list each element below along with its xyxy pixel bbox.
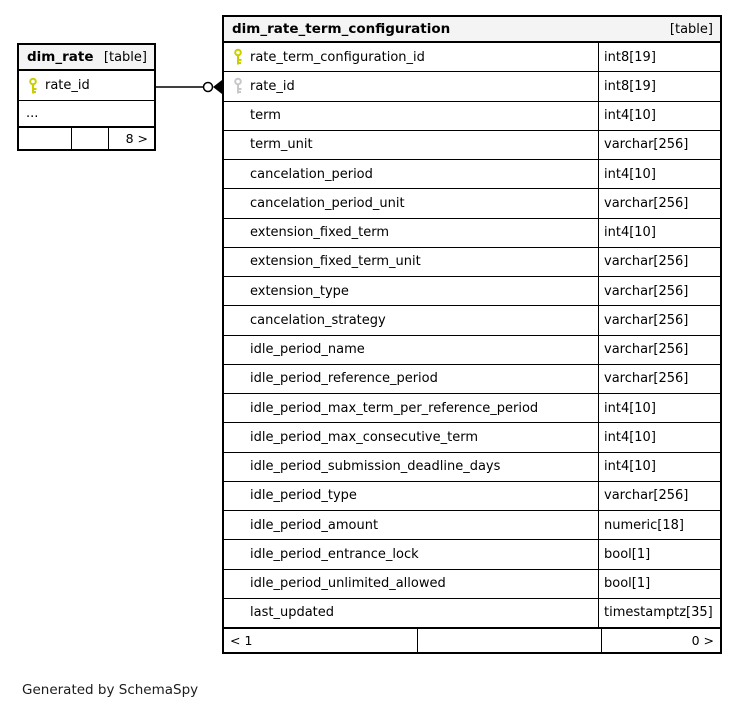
column-type: varchar[256] (598, 365, 720, 393)
column-name: extension_fixed_term (250, 225, 389, 241)
column-name: idle_period_max_consecutive_term (250, 429, 478, 445)
table-row (224, 539, 720, 568)
column-type: bool[1] (598, 570, 720, 598)
column-type: timestamptz[35] (598, 599, 720, 627)
column-type: int4[10] (598, 453, 720, 481)
column-name-cell (224, 72, 598, 100)
column-name-cell (19, 71, 154, 100)
table-row (224, 598, 720, 627)
dim-rate-title[interactable]: dim_rate (27, 49, 94, 65)
primary-key-icon (233, 49, 243, 66)
footer-cell-left (19, 128, 71, 149)
degree-indicator-out: 0 > (601, 629, 720, 652)
primary-key-icon (28, 77, 38, 94)
column-name: last_updated (250, 605, 335, 621)
table-row (224, 364, 720, 393)
column-name: extension_type (250, 283, 349, 299)
column-name-cell (224, 277, 598, 305)
table-row (224, 247, 720, 276)
column-type: int4[10] (598, 102, 720, 130)
column-name: cancelation_strategy (250, 312, 386, 328)
table-row (224, 71, 720, 100)
dim-rate-footer (19, 126, 154, 149)
column-name-cell (224, 570, 598, 598)
dim-rate-header[interactable] (19, 45, 154, 71)
column-name: cancelation_period_unit (250, 195, 405, 211)
column-type: varchar[256] (598, 189, 720, 217)
column-name-cell (224, 131, 598, 159)
table-row (224, 305, 720, 334)
table-row (19, 71, 154, 100)
column-name-cell (224, 189, 598, 217)
column-name: rate_term_configuration_id (250, 49, 425, 65)
entity-dim-rate-term-configuration (222, 15, 722, 654)
column-name-cell (224, 248, 598, 276)
table-row (224, 393, 720, 422)
column-type: int8[19] (598, 43, 720, 71)
column-name: idle_period_submission_deadline_days (250, 459, 501, 475)
generated-by-note: Generated by SchemaSpy (22, 682, 199, 698)
degree-indicator-in: < 1 (230, 633, 253, 648)
column-name-cell (224, 306, 598, 334)
column-type: varchar[256] (598, 482, 720, 510)
table-row (224, 101, 720, 130)
footer-cell-middle (71, 128, 108, 149)
column-type: int4[10] (598, 160, 720, 188)
column-name: idle_period_max_term_per_reference_period (250, 400, 539, 416)
column-name: idle_period_name (250, 342, 365, 358)
table-row (224, 43, 720, 71)
column-name: idle_period_unlimited_allowed (250, 576, 446, 592)
table-row (224, 159, 720, 188)
column-type: varchar[256] (598, 131, 720, 159)
column-name-cell (224, 482, 598, 510)
column-name-cell (224, 540, 598, 568)
table-row (224, 422, 720, 451)
table-row (224, 481, 720, 510)
column-name-cell (224, 511, 598, 539)
column-name-cell (224, 394, 598, 422)
column-name: idle_period_reference_period (250, 371, 438, 387)
degree-indicator: 8 > (108, 128, 154, 149)
column-name: term (250, 108, 281, 124)
column-name-cell (224, 423, 598, 451)
column-name: cancelation_period (250, 166, 373, 182)
column-type: numeric[18] (598, 511, 720, 539)
main-table-footer (224, 627, 720, 652)
column-type: varchar[256] (598, 277, 720, 305)
column-type: int4[10] (598, 394, 720, 422)
column-name: idle_period_amount (250, 517, 379, 533)
column-name-cell (224, 160, 598, 188)
column-name: idle_period_type (250, 488, 357, 504)
ellipsis-row: ... (19, 100, 154, 126)
column-type: int4[10] (598, 219, 720, 247)
column-name-cell (224, 43, 598, 71)
column-name-cell (224, 102, 598, 130)
table-row (224, 188, 720, 217)
column-type: bool[1] (598, 540, 720, 568)
column-name-cell (224, 599, 598, 627)
table-row (224, 218, 720, 247)
column-name-cell (224, 219, 598, 247)
column-name-cell (224, 336, 598, 364)
main-table-title[interactable]: dim_rate_term_configuration (232, 21, 451, 37)
column-type: int4[10] (598, 423, 720, 451)
arrowhead-marker (213, 80, 222, 94)
column-type: varchar[256] (598, 248, 720, 276)
column-name: idle_period_entrance_lock (250, 546, 419, 562)
table-row (224, 335, 720, 364)
column-name: rate_id (45, 78, 90, 93)
column-name-cell (224, 365, 598, 393)
column-name: term_unit (250, 137, 313, 153)
zero-circle-marker (204, 83, 213, 92)
column-type: int8[19] (598, 72, 720, 100)
column-rows (224, 43, 720, 627)
table-row (224, 452, 720, 481)
foreign-key-connector (154, 75, 222, 99)
foreign-key-icon (233, 78, 243, 95)
table-row (224, 510, 720, 539)
column-type: varchar[256] (598, 336, 720, 364)
table-row (224, 130, 720, 159)
main-table-badge: [table] (669, 21, 713, 37)
column-name: rate_id (250, 78, 295, 94)
column-type: varchar[256] (598, 306, 720, 334)
entity-dim-rate (17, 43, 156, 151)
table-row (224, 276, 720, 305)
footer-cell-middle (417, 629, 601, 652)
main-table-header[interactable] (224, 17, 720, 43)
column-name-cell (224, 453, 598, 481)
table-row (224, 569, 720, 598)
column-name: extension_fixed_term_unit (250, 254, 421, 270)
dim-rate-table-badge: [table] (103, 49, 147, 65)
